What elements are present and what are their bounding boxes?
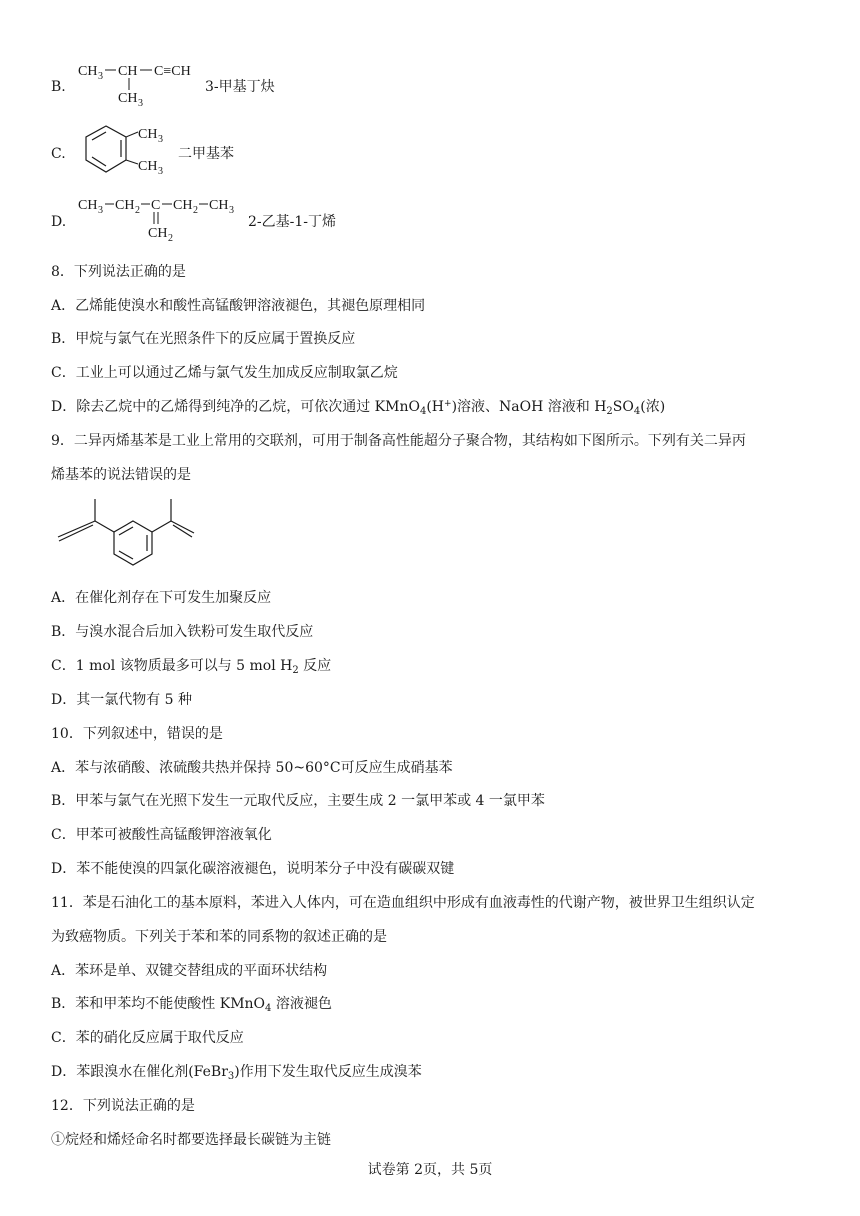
q9-option-a: A．在催化剂存在下可发生加聚反应: [51, 590, 272, 606]
q10-option-c: C．甲苯可被酸性高锰酸钾溶液氧化: [51, 827, 272, 843]
q11-stem-line1: 11．苯是石油化工的基本原料，苯进入人体内，可在造血组织中形成有血液毒性的代谢产物，被世界卫生组织认定: [51, 895, 755, 911]
struct-text: CH: [138, 127, 158, 142]
q10-option-d: D．苯不能使溴的四氯化碳溶液褪色，说明苯分子中没有碳碳双键: [51, 861, 455, 877]
q9-option-b: B．与溴水混合后加入铁粉可发生取代反应: [51, 624, 314, 640]
struct-text: 2: [168, 233, 173, 244]
struct-text: C: [151, 198, 161, 213]
q9-c-text: C．1 mol 该物质最多可以与 5 mol H: [51, 658, 293, 674]
struct-text: CH: [115, 198, 135, 213]
q12-stem: 12．下列说法正确的是: [51, 1098, 195, 1114]
structure-3-methylbutyne: [78, 60, 218, 114]
option-b-label: B.: [51, 79, 66, 95]
q11-stem-line2: 为致癌物质。下列关于苯和苯的同系物的叙述正确的是: [51, 929, 387, 945]
struct-text: 3: [138, 98, 143, 109]
option-c-label: C.: [51, 146, 66, 162]
struct-text: 2: [135, 205, 140, 216]
struct-text: CH: [118, 64, 138, 79]
struct-text: CH: [148, 226, 168, 241]
q11-d-text: )作用下发生取代反应生成溴苯: [234, 1064, 422, 1080]
struct-text: 3: [98, 71, 103, 82]
q11-b-sub: 4: [265, 1003, 272, 1014]
q11-b-text: 溶液褪色: [271, 996, 332, 1012]
q12-item-1: ①烷烃和烯烃命名时都要选择最长碳链为主链: [51, 1132, 331, 1148]
q8-d-sub: 4: [633, 406, 641, 417]
option-c-name: 二甲基苯: [178, 146, 234, 162]
q8-d-sub: 4: [419, 406, 427, 417]
struct-text: 3: [158, 134, 163, 145]
q8-d-text: (浓): [640, 399, 666, 415]
q8-option-d: [51, 397, 665, 417]
q8-d-sub: 2: [606, 406, 613, 417]
q8-d-text: )溶液、NaOH 溶液和 H: [451, 399, 607, 415]
q11-option-a: A．苯环是单、双键交替组成的平面环状结构: [51, 963, 328, 979]
struct-text: 2: [193, 205, 198, 216]
struct-text: CH: [138, 159, 158, 174]
q8-option-a: A．乙烯能使溴水和酸性高锰酸钾溶液褪色，其褪色原理相同: [51, 298, 426, 314]
q9-stem-line2: 烯基苯的说法错误的是: [51, 467, 191, 483]
struct-text: C≡CH: [154, 64, 191, 79]
page-footer: 试卷第 2页，共 5页: [367, 1162, 493, 1178]
q11-option-c: C．苯的硝化反应属于取代反应: [51, 1030, 244, 1046]
q9-option-d: D．其一氯代物有 5 种: [51, 692, 193, 708]
q9-c-sub: 2: [292, 665, 299, 676]
struct-text: 3: [229, 205, 234, 216]
q8-d-sup: +: [444, 399, 452, 409]
q8-d-text: D．除去乙烷中的乙烯得到纯净的乙烷，可依次通过 KMnO: [51, 399, 420, 415]
struct-text: CH: [118, 91, 138, 106]
q8-option-c: C．工业上可以通过乙烯与氯气发生加成反应制取氯乙烷: [51, 365, 398, 381]
struct-text: CH: [78, 64, 98, 79]
q10-option-a: A．苯与浓硝酸、浓硫酸共热并保持 50~60°C可反应生成硝基苯: [51, 760, 453, 776]
q9-c-text: 反应: [298, 658, 332, 674]
q8-d-text: (H: [426, 399, 445, 415]
q11-option-b: [51, 994, 332, 1014]
q11-d-text: D．苯跟溴水在催化剂(FeBr: [51, 1064, 228, 1080]
q8-option-b: B．甲烷与氯气在光照条件下的反应属于置换反应: [51, 331, 356, 347]
q9-option-c: [51, 656, 331, 676]
option-d-label: D.: [51, 214, 67, 230]
structure-diisopropenylbenzene: [54, 497, 204, 581]
q11-b-text: B．苯和甲苯均不能使酸性 KMnO: [51, 996, 266, 1012]
q10-stem: 10．下列叙述中，错误的是: [51, 726, 223, 742]
q10-option-b: B．甲苯与氯气在光照下发生一元取代反应，主要生成 2 一氯甲苯或 4 一氯甲苯: [51, 793, 545, 809]
structure-2-ethyl-1-butene: [78, 194, 248, 250]
struct-text: CH: [78, 198, 98, 213]
option-d-name: 2-乙基-1-丁烯: [248, 214, 337, 230]
struct-text: CH: [173, 198, 193, 213]
q11-option-d: [51, 1062, 422, 1082]
option-b-name: 3-甲基丁炔: [205, 79, 275, 95]
q8-stem: 8．下列说法正确的是: [51, 264, 186, 280]
struct-text: 3: [98, 205, 103, 216]
struct-text: 3: [158, 166, 163, 177]
q8-d-text: SO: [612, 399, 634, 415]
q11-d-sub: 3: [227, 1071, 235, 1082]
q9-stem-line1: 9．二异丙烯基苯是工业上常用的交联剂，可用于制备高性能超分子聚合物，其结构如下图所示。下列有关二异丙: [51, 433, 746, 449]
structure-dimethylbenzene: [78, 120, 178, 186]
struct-text: CH: [209, 198, 229, 213]
